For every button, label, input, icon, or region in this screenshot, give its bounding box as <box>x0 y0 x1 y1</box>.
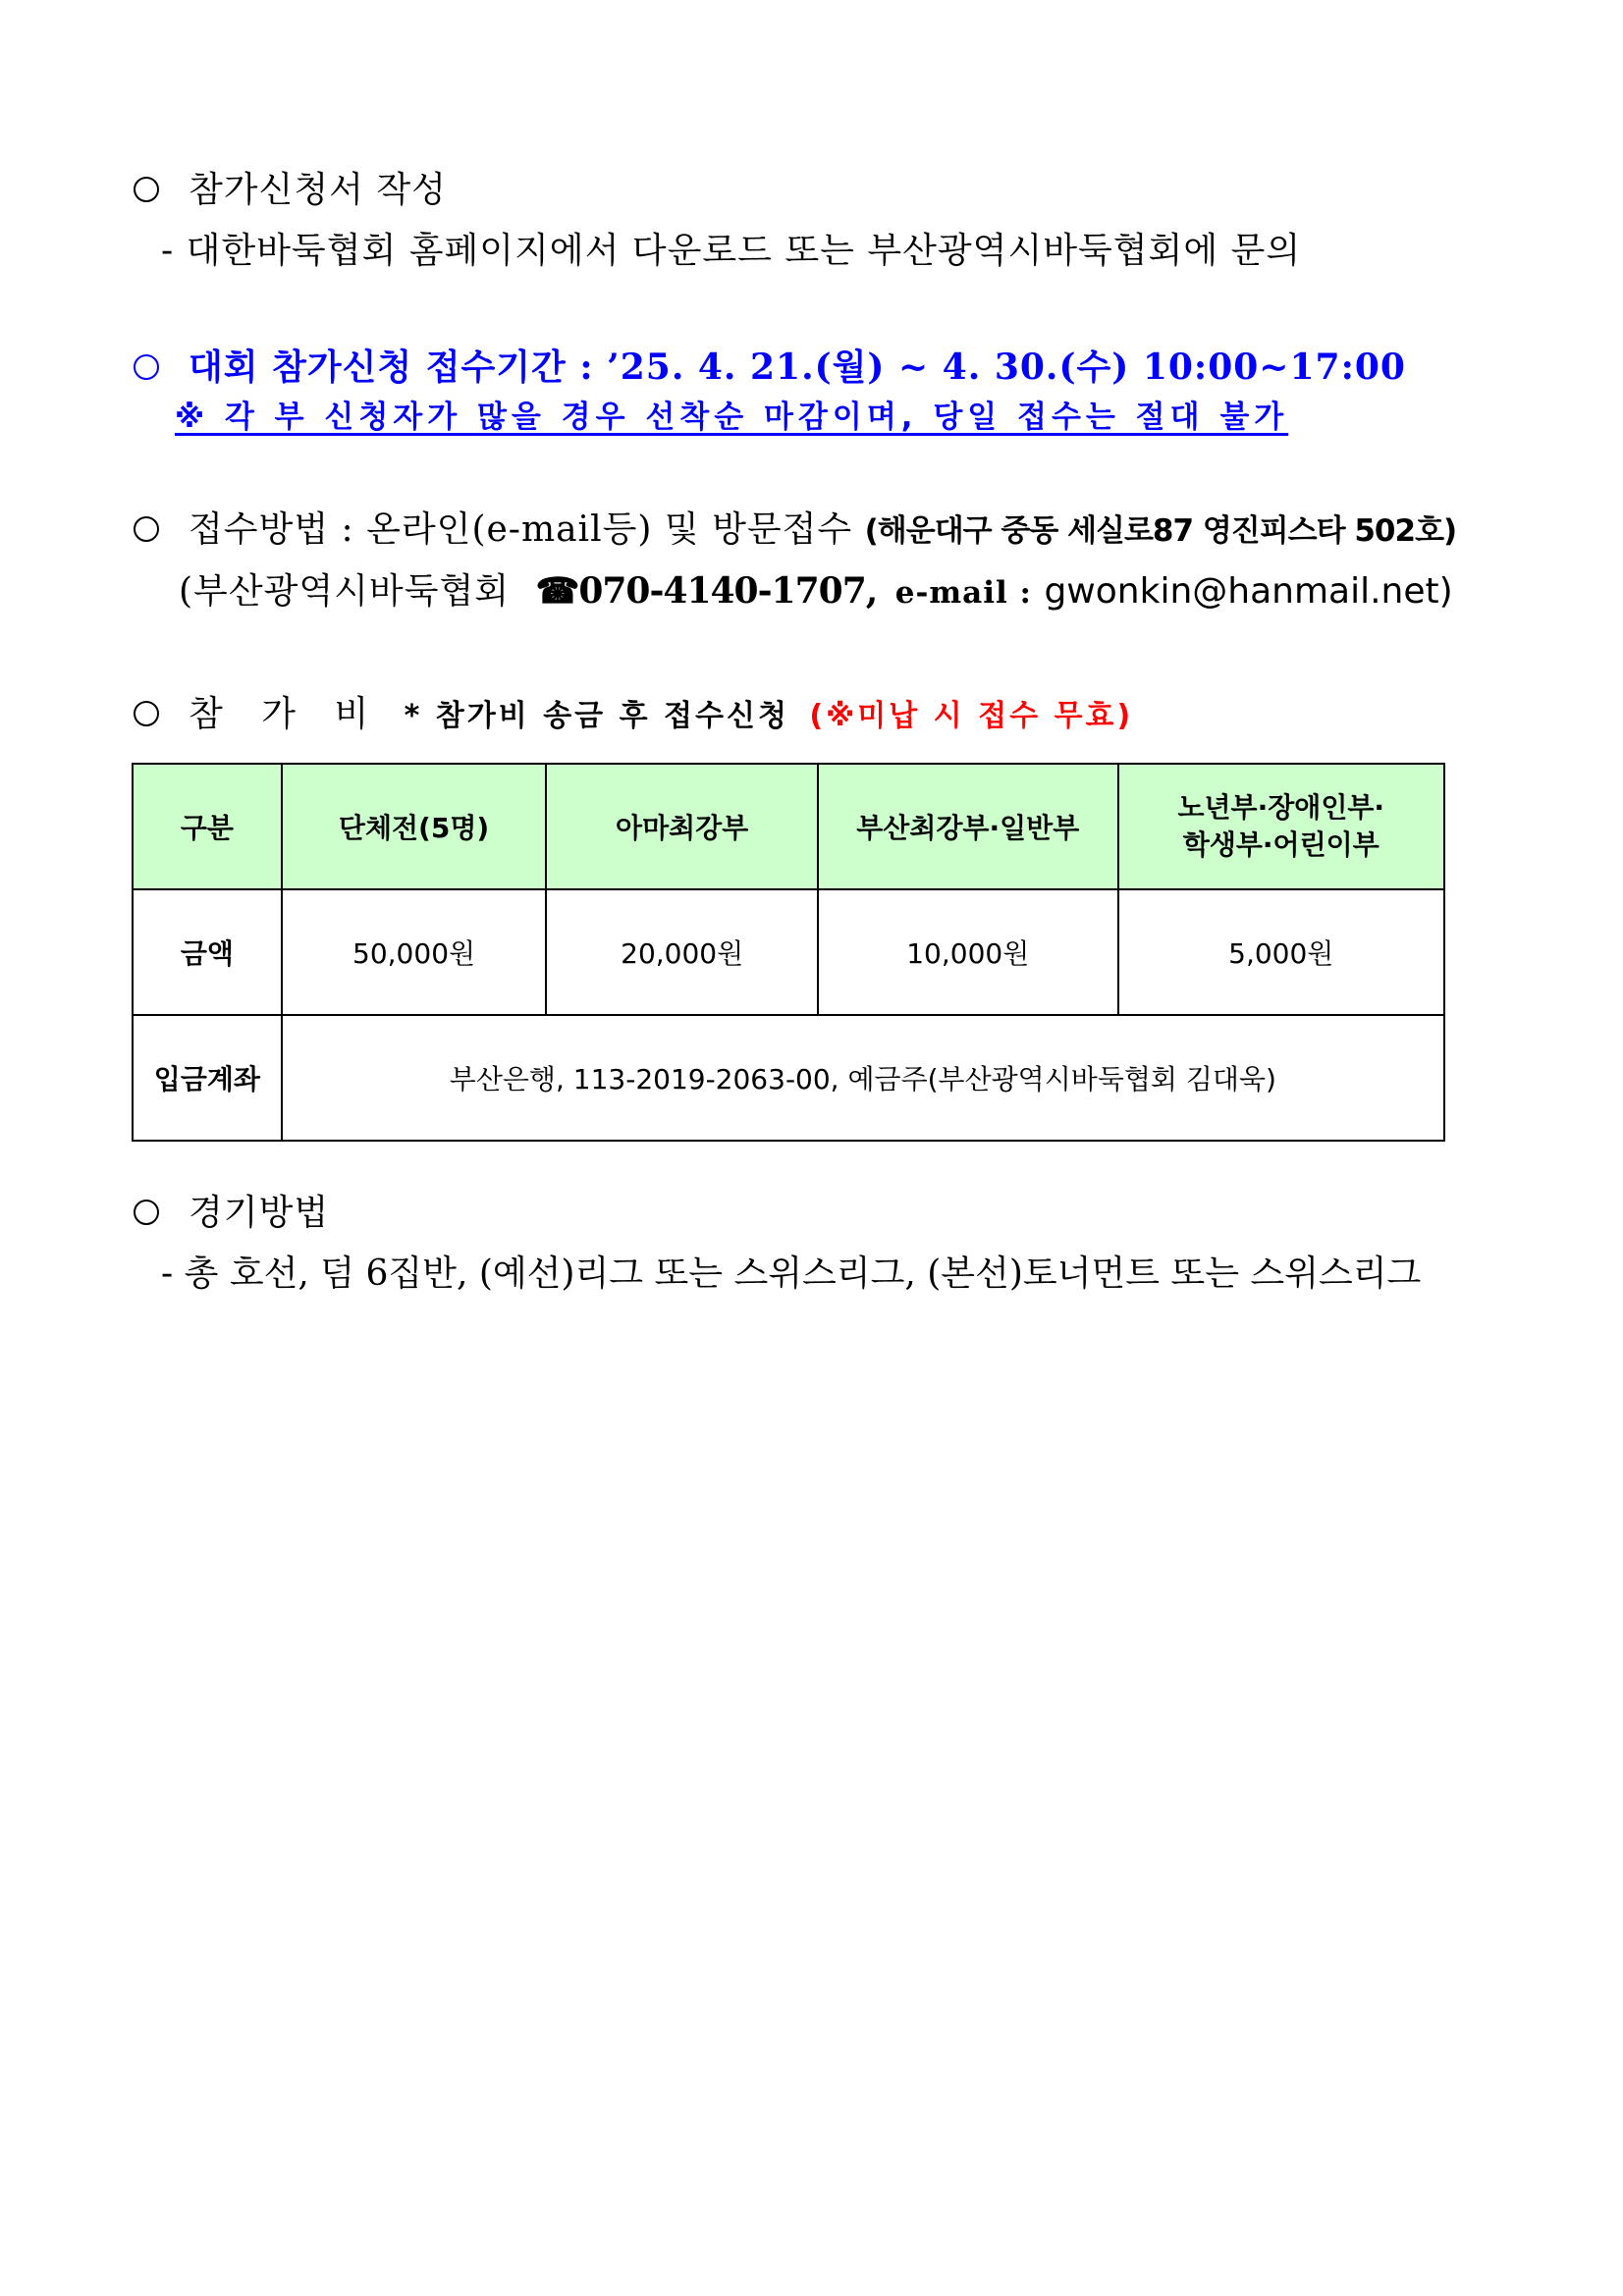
fee-table-cell: 10,000원 <box>818 889 1118 1015</box>
section-application-heading: 참가신청서 작성 <box>134 173 447 208</box>
section-period-heading: 대회 참가신청 접수기간 : ’25. 4. 21.(월) ~ 4. 30.(수) 10:00~17:00 <box>134 349 1406 385</box>
fee-table-row-label: 입금계좌 <box>133 1015 282 1141</box>
circle-bullet-icon <box>134 354 159 380</box>
fee-table <box>132 763 1445 1142</box>
section-period-note: ※ 각 부 신청자가 많을 경우 선착순 마감이며, 당일 접수는 절대 불가 <box>175 400 1289 435</box>
fee-table-header-cell: 단체전(5명) <box>282 764 547 889</box>
section-method-address: (해운대구 중동 세실로87 영진피스타 502호) <box>864 513 1457 549</box>
fee-table-cell: 5,000원 <box>1118 889 1444 1015</box>
section-fee-note: * 참가비 송금 후 접수신청 <box>404 699 789 733</box>
fee-table-header-cell: 노년부·장애인부· 학생부·어린이부 <box>1118 764 1444 889</box>
circle-bullet-icon <box>134 516 159 542</box>
fee-table-header-row <box>133 764 1444 889</box>
section-method-contact: (부산광역시바둑협회 ☎070-4140-1707, e-mail : gwonkin@hanmail.net) <box>179 570 1453 612</box>
section-match-detail: - 총 호선, 덤 6집반, (예선)리그 또는 스위스리그, (본선)토너먼트 또는 스위스리그 <box>161 1254 1422 1294</box>
fee-table-header-cell: 구분 <box>133 764 282 889</box>
section-application-detail: - 대한바둑협회 홈페이지에서 다운로드 또는 부산광역시바둑협회에 문의 <box>161 231 1302 271</box>
circle-bullet-icon <box>134 177 159 202</box>
fee-table-cell: 20,000원 <box>546 889 818 1015</box>
section-fee-warning: (※미납 시 접수 무효) <box>809 699 1134 733</box>
section-match-heading: 경기방법 <box>134 1196 329 1231</box>
section-method-heading: 접수방법 : 온라인(e-mail등) 및 방문접수 (해운대구 중동 세실로87 영진피스타 502호) <box>134 512 1456 548</box>
fee-table-header-cell: 부산최강부·일반부 <box>818 764 1118 889</box>
fee-table-header-cell: 아마최강부 <box>546 764 818 889</box>
fee-table-cell: 50,000원 <box>282 889 547 1015</box>
fee-table-amount-row <box>133 889 1444 1015</box>
fee-table-account-cell: 부산은행, 113-2019-2063-00, 예금주(부산광역시바둑협회 김대욱) <box>282 1015 1444 1141</box>
section-fee-heading: 참 가 비 * 참가비 송금 후 접수신청 (※미납 시 접수 무효) <box>134 697 1133 732</box>
circle-bullet-icon <box>134 1200 159 1225</box>
circle-bullet-icon <box>134 701 159 726</box>
fee-table-account-row <box>133 1015 1444 1141</box>
fee-table-row-label: 금액 <box>133 889 282 1015</box>
